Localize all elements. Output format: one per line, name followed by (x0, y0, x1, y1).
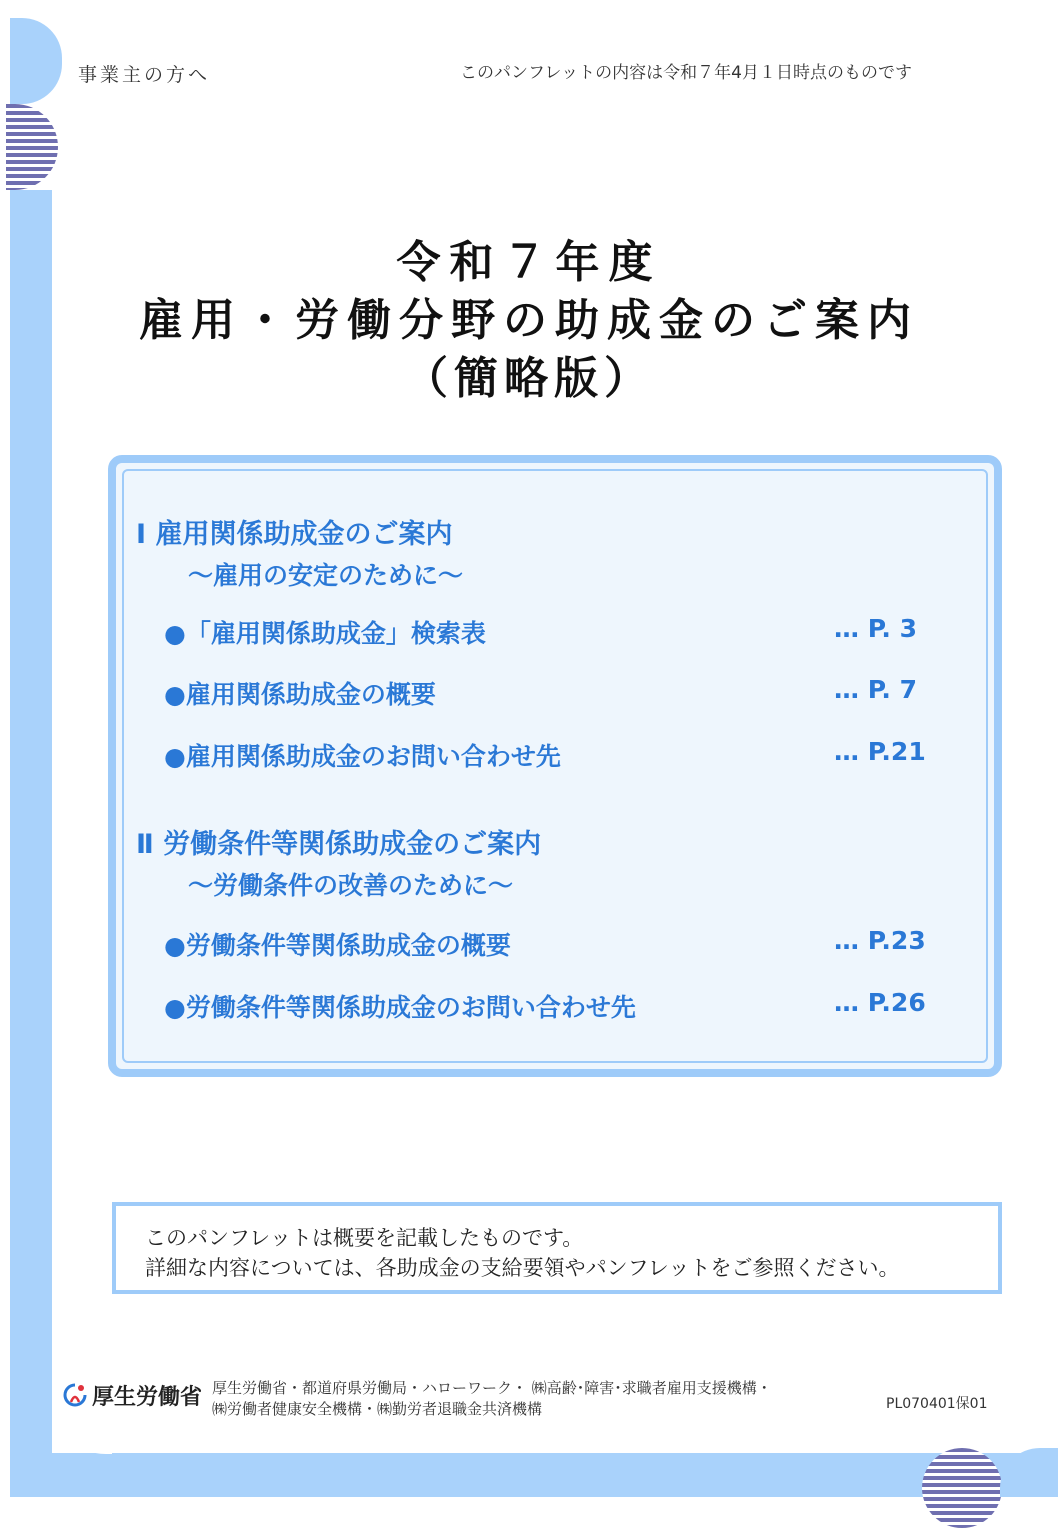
toc-item-search-table[interactable]: ●「雇用関係助成金」検索表 (164, 619, 486, 648)
bottom-decorative-band (10, 1453, 1058, 1497)
page-title-line-1: 令和７年度 (396, 237, 662, 288)
toc-item-employment-overview[interactable]: ●雇用関係助成金の概要 (164, 680, 436, 709)
toc-page-search-table: … P. 3 (834, 614, 918, 643)
top-decorative-blob (10, 18, 62, 104)
document-code: PL070401保01 (886, 1396, 988, 1412)
section-2-heading: Ⅱ 労働条件等関係助成金のご案内 (136, 829, 542, 860)
toc-page-employment-overview: … P. 7 (834, 675, 918, 704)
page-title-line-3: （簡略版） (404, 353, 654, 404)
date-notice: このパンフレットの内容は令和７年4月１日時点のものです (460, 63, 912, 83)
section-2-subtitle: ～労働条件の改善のために～ (188, 871, 514, 900)
logo-text: 厚生労働省 (92, 1384, 203, 1410)
organizations-line-2: ㈱労働者健康安全機構・㈱勤労者退職金共済機構 (212, 1400, 543, 1418)
toc-page-employment-contacts: … P.21 (834, 737, 926, 766)
section-1-subtitle: ～雇用の安定のために～ (188, 561, 464, 590)
mhlw-logo (62, 1380, 202, 1410)
mhlw-logo-icon (62, 1382, 88, 1408)
toc-item-labor-overview[interactable]: ●労働条件等関係助成金の概要 (164, 931, 511, 960)
toc-item-labor-contacts[interactable]: ●労働条件等関係助成金のお問い合わせ先 (164, 993, 636, 1022)
section-1-heading: Ⅰ 雇用関係助成金のご案内 (136, 519, 453, 550)
toc-page-labor-contacts: … P.26 (834, 988, 926, 1017)
note-line-1: このパンフレットは概要を記載したものです。 (145, 1226, 584, 1250)
striped-decoration-left (6, 104, 58, 190)
page-title-line-2: 雇用・労働分野の助成金のご案内 (139, 295, 919, 346)
toc-item-employment-contacts[interactable]: ●雇用関係助成金のお問い合わせ先 (164, 742, 561, 771)
audience-label: 事業主の方へ (78, 64, 211, 86)
note-line-2: 詳細な内容については、各助成金の支給要領やパンフレットをご参照ください。 (145, 1256, 900, 1280)
striped-decoration-bottom-right (922, 1448, 1002, 1528)
organizations-line-1: 厚生労働省・都道府県労働局・ハローワーク・ ㈱高齢･障害･求職者雇用支援機構・ (212, 1379, 772, 1397)
toc-page-labor-overview: … P.23 (834, 926, 926, 955)
